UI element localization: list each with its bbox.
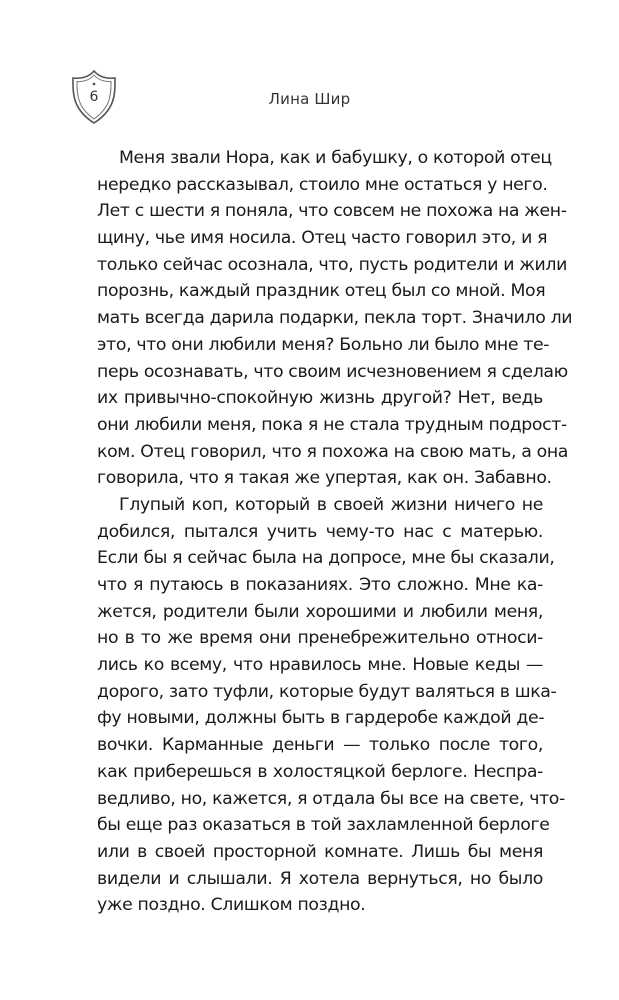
- paragraph: [97, 492, 565, 919]
- text-line: порознь, каждый праздник отец был со мной. Моя: [97, 281, 546, 302]
- text-line: что я путаюсь в показаниях. Это сложно. Мне ка-: [97, 575, 543, 595]
- text-line: мать всегда дарила подарки, пекла торт. Значило ли: [97, 308, 573, 329]
- text-line: перь осознавать, что своим исчезновением я сделаю: [97, 361, 568, 382]
- running-head-author: Лина Шир: [268, 90, 351, 108]
- text-line: говорила, что я такая же упертая, как он. Забавно.: [97, 468, 552, 489]
- text-line: они любили меня, пока я не стала трудным подрост-: [97, 414, 567, 435]
- text-line: Глупый коп, который в своей жизни ничего не: [119, 494, 543, 515]
- text-line: вочки. Карманные деньги — только после того,: [97, 735, 543, 756]
- text-line: Если бы я сейчас была на допросе, мне бы сказали,: [97, 548, 555, 569]
- text-line: нередко рассказывал, стоило мне остаться у него.: [97, 174, 548, 195]
- text-line: щину, чье имя носила. Отец часто говорил это, и я: [97, 228, 548, 249]
- text-line: это, что они любили меня? Больно ли было мне те-: [97, 334, 550, 355]
- text-line: бы еще раз оказаться в той захламленной берлоге: [97, 815, 550, 836]
- text-line: добился, пытался учить чему-то нас с матерью.: [97, 521, 543, 542]
- text-line: лись ко всему, что нравилось мне. Новые кеды —: [97, 655, 543, 676]
- text-line: Меня звали Нора, как и бабушку, о которой отец: [119, 148, 552, 168]
- text-line: только сейчас осознала, что, пусть родители и жили: [97, 254, 567, 275]
- text-line: уже поздно. Слишком поздно.: [97, 895, 366, 916]
- body-text: [97, 145, 573, 919]
- text-line: но в то же время они пренебрежительно относи-: [97, 628, 543, 649]
- text-line: фу новыми, должны быть в гардеробе каждой де-: [97, 708, 545, 729]
- text-line: дорого, зато туфли, которые будут валяться в шка-: [97, 681, 557, 702]
- text-line: Лет с шести я поняла, что совсем не похожа на жен-: [97, 201, 567, 222]
- text-line: жется, родители были хорошими и любили меня,: [97, 601, 543, 622]
- text-line: видели и слышали. Я хотела вернуться, но было: [97, 868, 543, 889]
- paragraph: [97, 145, 573, 492]
- text-line: как приберешься в холостяцкой берлоге. Неспра-: [97, 761, 543, 782]
- text-line: их привычно-спокойную жизнь другой? Нет, ведь: [97, 388, 543, 409]
- text-line: ведливо, но, кажется, я отдала бы все на свете, что-: [97, 788, 565, 809]
- text-line: или в своей просторной комнате. Лишь бы меня: [97, 841, 543, 862]
- text-line: ком. Отец говорил, что я похожа на свою мать, а она: [97, 441, 569, 462]
- page-number: 6: [89, 89, 99, 105]
